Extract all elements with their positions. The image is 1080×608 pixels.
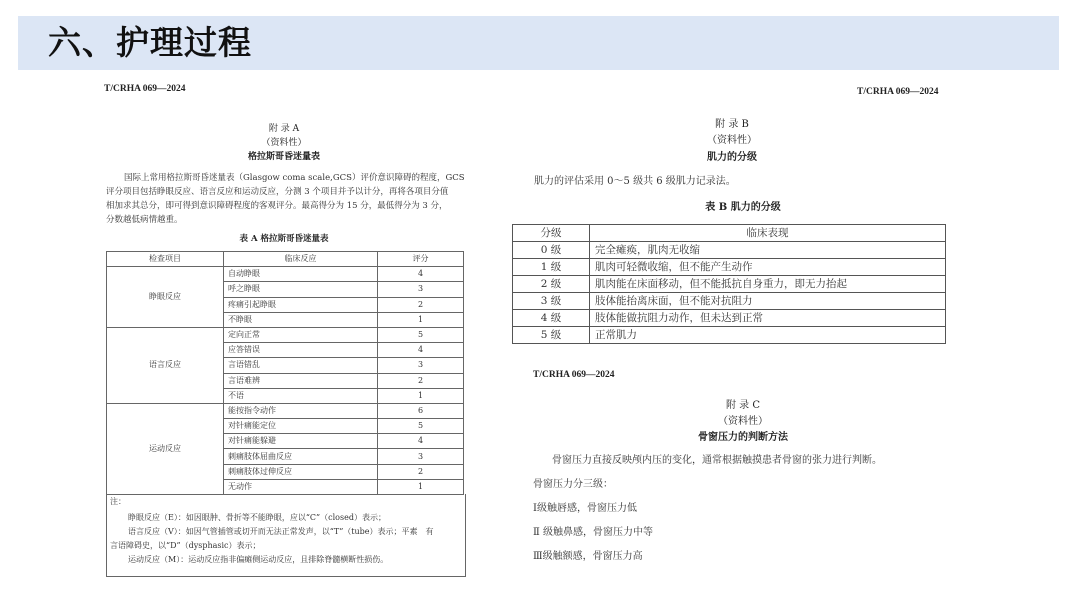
table-cell: 不睁眼 xyxy=(224,312,378,327)
header-cell: 检查项目 xyxy=(107,252,224,267)
table-cell: 3 xyxy=(378,282,464,297)
table-header-row xyxy=(513,225,946,242)
table-cell: 3 级 xyxy=(513,293,590,310)
header-cell: 临床表现 xyxy=(590,225,946,242)
table-cell: 刺痛肢体过伸反应 xyxy=(224,464,378,479)
appendix-c-intro: 骨窗压力直接反映颅内压的变化，通常根据触摸患者骨窗的张力进行判断。 xyxy=(552,455,882,466)
note-eye: 睁眼反应（E）：如因眼肿、骨折等不能睁眼，应以“C”（closed）表示； xyxy=(128,513,386,522)
appendix-c-nature: （资料性） xyxy=(718,416,768,427)
table-cell: 肌肉能在床面移动，但不能抵抗自身重力，即无力抬起 xyxy=(590,276,946,293)
table-cell: 2 xyxy=(378,373,464,388)
appendix-a-intro-2: 评分项目包括睁眼反应、语言反应和运动反应，分测 3 个项目并予以计分，再将各项目分值 xyxy=(106,187,449,197)
standard-code-left: T/CRHA 069—2024 xyxy=(104,84,186,94)
table-cell: 肢体能做抗阻力动作，但未达到正常 xyxy=(590,310,946,327)
table-cell: 疼痛引起睁眼 xyxy=(224,297,378,312)
header-cell: 评分 xyxy=(378,252,464,267)
table-cell: 能按指令动作 xyxy=(224,403,378,418)
note-verbal: 语言反应（V）：如因气管插管或切开而无法正常发声，以“T”（tube）表示；平素 有 xyxy=(128,527,434,536)
table-cell: 2 级 xyxy=(513,276,590,293)
table-cell: 5 级 xyxy=(513,327,590,344)
table-cell: 5 xyxy=(378,327,464,342)
appendix-c-label: 附 录 C xyxy=(725,400,760,411)
table-cell: 刺痛肢体屈曲反应 xyxy=(224,449,378,464)
table-row xyxy=(513,276,946,293)
header-cell: 临床反应 xyxy=(224,252,378,267)
table-row xyxy=(513,310,946,327)
table-cell: 4 级 xyxy=(513,310,590,327)
muscle-table xyxy=(512,224,946,344)
table-cell: 完全瘫痪，肌肉无收缩 xyxy=(590,242,946,259)
pressure-level-3: Ⅲ级触额感，骨窗压力高 xyxy=(533,551,643,562)
table-cell: 对针痛能定位 xyxy=(224,419,378,434)
appendix-b-intro: 肌力的评估采用 0～5 级共 6 级肌力记录法。 xyxy=(534,176,736,187)
header-cell: 分级 xyxy=(513,225,590,242)
table-cell: 应答错误 xyxy=(224,343,378,358)
appendix-c-subtitle: 骨窗压力分三级： xyxy=(533,479,613,490)
table-cell: 1 级 xyxy=(513,259,590,276)
table-cell: 肌肉可轻微收缩，但不能产生动作 xyxy=(590,259,946,276)
table-header-row xyxy=(107,252,464,267)
table-cell: 4 xyxy=(378,434,464,449)
appendix-a-label: 附 录 A xyxy=(268,124,300,134)
gcs-table xyxy=(106,251,464,495)
table-cell: 3 xyxy=(378,358,464,373)
table-cell: 4 xyxy=(378,343,464,358)
table-row xyxy=(513,242,946,259)
pressure-level-2: Ⅱ 级触鼻感，骨窗压力中等 xyxy=(533,527,653,538)
table-cell: 1 xyxy=(378,479,464,494)
appendix-b-nature: （资料性） xyxy=(707,135,757,146)
appendix-a-intro-1: 国际上常用格拉斯哥昏迷量表（Glasgow coma scale,GCS）评价意识障碍的程度，GCS xyxy=(124,173,465,183)
table-cell: 言语错乱 xyxy=(224,358,378,373)
muscle-table-title: 表 B 肌力的分级 xyxy=(705,202,781,213)
slide-title: 六、护理过程 xyxy=(48,23,252,62)
table-cell: 6 xyxy=(378,403,464,418)
table-row xyxy=(513,327,946,344)
table-row xyxy=(513,293,946,310)
notes-label: 注： xyxy=(110,497,126,506)
table-cell: 1 xyxy=(378,388,464,403)
table-row xyxy=(107,267,464,282)
note-verbal-cont: 言语障碍史，以“D”（dysphasic）表示； xyxy=(110,541,261,550)
table-cell: 自动睁眼 xyxy=(224,267,378,282)
table-cell: 5 xyxy=(378,419,464,434)
table-row xyxy=(107,403,464,418)
note-motor: 运动反应（M）：运动反应指非偏瘫侧运动反应，且排除脊髓横断性损伤。 xyxy=(128,555,389,564)
gcs-table-title: 表 A 格拉斯哥昏迷量表 xyxy=(239,234,329,244)
table-cell: 正常肌力 xyxy=(590,327,946,344)
table-cell: 无动作 xyxy=(224,479,378,494)
standard-code-right: T/CRHA 069—2024 xyxy=(857,87,939,97)
appendix-a-intro-3: 相加求其总分，即可得到意识障碍程度的客观评分。最高得分为 15 分，最低得分为 3 分， xyxy=(106,201,448,211)
table-cell: 1 xyxy=(378,312,464,327)
table-row xyxy=(513,259,946,276)
table-cell: 0 级 xyxy=(513,242,590,259)
table-cell: 言语难辨 xyxy=(224,373,378,388)
table-cell: 呼之睁眼 xyxy=(224,282,378,297)
standard-code-c: T/CRHA 069—2024 xyxy=(533,370,615,380)
appendix-c-title: 骨窗压力的判断方法 xyxy=(698,432,788,443)
table-row xyxy=(107,327,464,342)
table-cell: 肢体能抬离床面，但不能对抗阻力 xyxy=(590,293,946,310)
pressure-level-1: Ⅰ级触唇感，骨窗压力低 xyxy=(533,503,637,514)
table-cell: 3 xyxy=(378,449,464,464)
group-cell: 运动反应 xyxy=(107,403,224,494)
appendix-a-nature: （资料性） xyxy=(261,138,307,148)
table-cell: 对针痛能躲避 xyxy=(224,434,378,449)
appendix-b-title: 肌力的分级 xyxy=(707,152,757,163)
appendix-b-label: 附 录 B xyxy=(715,119,749,130)
table-cell: 定向正常 xyxy=(224,327,378,342)
table-cell: 2 xyxy=(378,297,464,312)
group-cell: 语言反应 xyxy=(107,327,224,403)
appendix-a-title: 格拉斯哥昏迷量表 xyxy=(247,152,320,162)
group-cell: 睁眼反应 xyxy=(107,267,224,328)
table-cell: 4 xyxy=(378,267,464,282)
appendix-a-intro-4: 分数越低病情越重。 xyxy=(106,215,183,225)
table-cell: 2 xyxy=(378,464,464,479)
table-cell: 不语 xyxy=(224,388,378,403)
